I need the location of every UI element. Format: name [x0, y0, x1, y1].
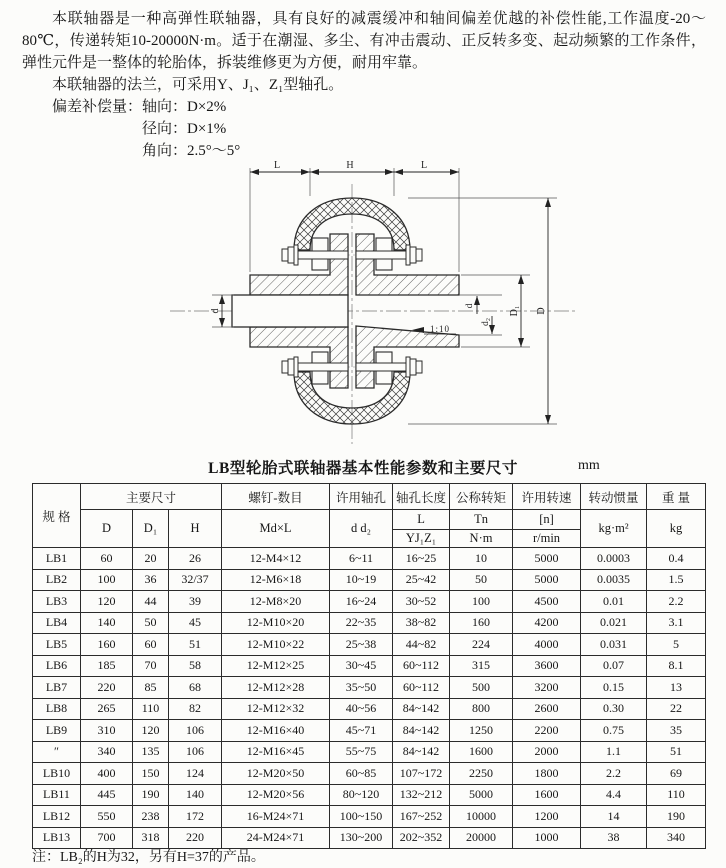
- header-torque-unit: N·m: [450, 530, 513, 548]
- value-cell: 69: [647, 763, 706, 785]
- value-cell: 26: [169, 548, 222, 570]
- value-cell: 1600: [450, 741, 513, 763]
- value-cell: 0.0003: [581, 548, 647, 570]
- compensation-block: [22, 96, 706, 162]
- value-cell: 25~42: [393, 569, 450, 591]
- table-row: [33, 548, 706, 570]
- spec-cell: LB10: [33, 763, 81, 785]
- value-cell: 0.30: [581, 698, 647, 720]
- value-cell: 100: [450, 591, 513, 613]
- dim-label-L-left: L: [273, 160, 281, 171]
- value-cell: 185: [81, 655, 133, 677]
- value-cell: 1600: [513, 784, 581, 806]
- taper-label: 1:10: [429, 324, 451, 334]
- value-cell: 106: [169, 741, 222, 763]
- header-H: H: [169, 510, 222, 548]
- header-spec: 规 格: [33, 484, 81, 548]
- value-cell: 550: [81, 806, 133, 828]
- value-cell: 3600: [513, 655, 581, 677]
- coupling-section-drawing: [0, 158, 726, 452]
- value-cell: 12-M10×20: [222, 612, 330, 634]
- value-cell: 130~200: [330, 827, 393, 849]
- spec-cell: LB11: [33, 784, 81, 806]
- compensation-radial: 径向：D×1%: [142, 121, 227, 137]
- value-cell: 16~24: [330, 591, 393, 613]
- value-cell: 5: [647, 634, 706, 656]
- value-cell: 110: [647, 784, 706, 806]
- table-row: [33, 741, 706, 763]
- value-cell: 60: [133, 634, 169, 656]
- header-bore-len: 轴孔长度: [393, 484, 450, 510]
- coupling-drawing-svg: [0, 158, 726, 452]
- value-cell: 84~142: [393, 741, 450, 763]
- value-cell: 12-M4×12: [222, 548, 330, 570]
- table-row: [33, 655, 706, 677]
- header-torque: 公称转矩: [450, 484, 513, 510]
- table-title-row: [0, 456, 726, 478]
- header-screw: 螺钉-数目: [222, 484, 330, 510]
- dim-label-d-left: d: [210, 308, 221, 314]
- spec-cell: LB2: [33, 569, 81, 591]
- value-cell: 70: [133, 655, 169, 677]
- value-cell: 12-M10×22: [222, 634, 330, 656]
- value-cell: 700: [81, 827, 133, 849]
- dim-label-D: D: [536, 307, 547, 315]
- value-cell: 40~56: [330, 698, 393, 720]
- value-cell: 14: [581, 806, 647, 828]
- value-cell: 55~75: [330, 741, 393, 763]
- value-cell: 44~82: [393, 634, 450, 656]
- header-bore: 许用轴孔: [330, 484, 393, 510]
- value-cell: 140: [81, 612, 133, 634]
- value-cell: 45~71: [330, 720, 393, 742]
- value-cell: 25~38: [330, 634, 393, 656]
- value-cell: 12-M16×45: [222, 741, 330, 763]
- value-cell: 0.0035: [581, 569, 647, 591]
- header-D: D: [81, 510, 133, 548]
- value-cell: 4200: [513, 612, 581, 634]
- value-cell: 2200: [513, 720, 581, 742]
- value-cell: 10: [450, 548, 513, 570]
- value-cell: 35: [647, 720, 706, 742]
- value-cell: 50: [133, 612, 169, 634]
- value-cell: 1200: [513, 806, 581, 828]
- value-cell: 1.5: [647, 569, 706, 591]
- value-cell: 38~82: [393, 612, 450, 634]
- value-cell: 220: [81, 677, 133, 699]
- value-cell: 12-M12×32: [222, 698, 330, 720]
- value-cell: 16~25: [393, 548, 450, 570]
- value-cell: 167~252: [393, 806, 450, 828]
- value-cell: 0.07: [581, 655, 647, 677]
- spec-cell: LB9: [33, 720, 81, 742]
- value-cell: 4.4: [581, 784, 647, 806]
- value-cell: 60~85: [330, 763, 393, 785]
- spec-cell: LB6: [33, 655, 81, 677]
- value-cell: 0.021: [581, 612, 647, 634]
- value-cell: 100~150: [330, 806, 393, 828]
- intro-section: [22, 8, 706, 162]
- spec-table-body: [33, 548, 706, 849]
- value-cell: 0.4: [647, 548, 706, 570]
- spec-cell: ″: [33, 741, 81, 763]
- value-cell: 32/37: [169, 569, 222, 591]
- value-cell: 12-M16×40: [222, 720, 330, 742]
- dim-label-d-right: d: [465, 303, 475, 309]
- value-cell: 4000: [513, 634, 581, 656]
- value-cell: 2.2: [581, 763, 647, 785]
- table-title: LB型轮胎式联轴器基本性能参数和主要尺寸: [208, 460, 518, 477]
- spec-cell: LB4: [33, 612, 81, 634]
- value-cell: 220: [169, 827, 222, 849]
- header-inertia-unit: kg·m²: [581, 510, 647, 548]
- table-unit: mm: [578, 458, 600, 473]
- dim-label-H: H: [346, 160, 354, 171]
- value-cell: 60: [81, 548, 133, 570]
- value-cell: 1.1: [581, 741, 647, 763]
- value-cell: 265: [81, 698, 133, 720]
- value-cell: 0.75: [581, 720, 647, 742]
- value-cell: 16-M24×71: [222, 806, 330, 828]
- value-cell: 160: [450, 612, 513, 634]
- value-cell: 110: [133, 698, 169, 720]
- value-cell: 12-M6×18: [222, 569, 330, 591]
- header-speed-unit: r/min: [513, 530, 581, 548]
- value-cell: 45: [169, 612, 222, 634]
- value-cell: 20000: [450, 827, 513, 849]
- value-cell: 30~45: [330, 655, 393, 677]
- header-torque-sym: Tn: [450, 510, 513, 530]
- value-cell: 106: [169, 720, 222, 742]
- value-cell: 1000: [513, 827, 581, 849]
- value-cell: 0.15: [581, 677, 647, 699]
- value-cell: 135: [133, 741, 169, 763]
- value-cell: 5000: [513, 548, 581, 570]
- header-screw-sub: Md×L: [222, 510, 330, 548]
- value-cell: 500: [450, 677, 513, 699]
- value-cell: 190: [647, 806, 706, 828]
- value-cell: 160: [81, 634, 133, 656]
- header-main-dims: 主要尺寸: [81, 484, 222, 510]
- value-cell: 340: [647, 827, 706, 849]
- header-bore-sub: d d₂: [330, 510, 393, 548]
- table-row: [33, 720, 706, 742]
- value-cell: 132~212: [393, 784, 450, 806]
- value-cell: 24-M24×71: [222, 827, 330, 849]
- table-row: [33, 784, 706, 806]
- value-cell: 13: [647, 677, 706, 699]
- spec-cell: LB13: [33, 827, 81, 849]
- value-cell: 10000: [450, 806, 513, 828]
- spec-cell: LB7: [33, 677, 81, 699]
- value-cell: 400: [81, 763, 133, 785]
- value-cell: 0.031: [581, 634, 647, 656]
- spec-cell: LB5: [33, 634, 81, 656]
- value-cell: 120: [133, 720, 169, 742]
- value-cell: 51: [169, 634, 222, 656]
- value-cell: 2.2: [647, 591, 706, 613]
- value-cell: 80~120: [330, 784, 393, 806]
- value-cell: 318: [133, 827, 169, 849]
- compensation-label: 偏差补偿量：: [52, 99, 143, 115]
- value-cell: 84~142: [393, 720, 450, 742]
- value-cell: 190: [133, 784, 169, 806]
- value-cell: 68: [169, 677, 222, 699]
- dim-label-L-right: L: [420, 160, 428, 171]
- value-cell: 39: [169, 591, 222, 613]
- value-cell: 150: [133, 763, 169, 785]
- value-cell: 22: [647, 698, 706, 720]
- value-cell: 1800: [513, 763, 581, 785]
- value-cell: 12-M8×20: [222, 591, 330, 613]
- header-weight: 重 量: [647, 484, 706, 510]
- header-inertia: 转动惯量: [581, 484, 647, 510]
- value-cell: 85: [133, 677, 169, 699]
- value-cell: 8.1: [647, 655, 706, 677]
- value-cell: 120: [81, 591, 133, 613]
- table-row: [33, 634, 706, 656]
- value-cell: 6~11: [330, 548, 393, 570]
- value-cell: 60~112: [393, 677, 450, 699]
- spec-table: [32, 483, 706, 849]
- value-cell: 22~35: [330, 612, 393, 634]
- value-cell: 10~19: [330, 569, 393, 591]
- value-cell: 12-M12×25: [222, 655, 330, 677]
- value-cell: 3.1: [647, 612, 706, 634]
- table-row: [33, 677, 706, 699]
- value-cell: 2000: [513, 741, 581, 763]
- value-cell: 1250: [450, 720, 513, 742]
- value-cell: 51: [647, 741, 706, 763]
- intro-paragraph-1: 本联轴器是一种高弹性联轴器，具有良好的减震缓冲和轴间偏差优越的补偿性能,工作温度-20～80℃，传递转矩10-20000N·m。适于在潮湿、多尘、有冲击震动、正反转多变、起动频繁的工作条件，弹性元件是一整体的轮胎体，拆装维修更为方便，耐用牢靠。: [22, 11, 706, 71]
- table-row: [33, 806, 706, 828]
- value-cell: 36: [133, 569, 169, 591]
- table-row: [33, 612, 706, 634]
- footnote: 注：LB₂的H为32，另有H=37的产品。: [32, 850, 265, 865]
- table-row: [33, 698, 706, 720]
- value-cell: 82: [169, 698, 222, 720]
- left-shaft: [232, 295, 348, 327]
- compensation-angular: 角向：2.5°～5°: [142, 143, 241, 159]
- value-cell: 12-M20×56: [222, 784, 330, 806]
- spec-cell: LB12: [33, 806, 81, 828]
- header-speed: 许用转速: [513, 484, 581, 510]
- value-cell: 224: [450, 634, 513, 656]
- header-bore-len-L: L: [393, 510, 450, 530]
- table-row: [33, 591, 706, 613]
- value-cell: 12-M20×50: [222, 763, 330, 785]
- value-cell: 30~52: [393, 591, 450, 613]
- value-cell: 3200: [513, 677, 581, 699]
- value-cell: 202~352: [393, 827, 450, 849]
- value-cell: 12-M12×28: [222, 677, 330, 699]
- value-cell: 107~172: [393, 763, 450, 785]
- value-cell: 5000: [450, 784, 513, 806]
- value-cell: 2600: [513, 698, 581, 720]
- header-speed-sym: [n]: [513, 510, 581, 530]
- value-cell: 50: [450, 569, 513, 591]
- value-cell: 0.01: [581, 591, 647, 613]
- value-cell: 140: [169, 784, 222, 806]
- value-cell: 58: [169, 655, 222, 677]
- spec-cell: LB8: [33, 698, 81, 720]
- header-D1: D₁: [133, 510, 169, 548]
- value-cell: 238: [133, 806, 169, 828]
- table-row: [33, 569, 706, 591]
- spec-cell: LB1: [33, 548, 81, 570]
- value-cell: 44: [133, 591, 169, 613]
- value-cell: 100: [81, 569, 133, 591]
- intro-paragraph-2: 本联轴器的法兰，可采用Y、J₁、Z₁型轴孔。: [52, 77, 344, 93]
- value-cell: 310: [81, 720, 133, 742]
- value-cell: 340: [81, 741, 133, 763]
- value-cell: 5000: [513, 569, 581, 591]
- header-weight-unit: kg: [647, 510, 706, 548]
- spec-cell: LB3: [33, 591, 81, 613]
- value-cell: 20: [133, 548, 169, 570]
- header-bore-len-sub: YJ₁Z₁: [393, 530, 450, 548]
- value-cell: 38: [581, 827, 647, 849]
- value-cell: 445: [81, 784, 133, 806]
- value-cell: 315: [450, 655, 513, 677]
- value-cell: 35~50: [330, 677, 393, 699]
- value-cell: 124: [169, 763, 222, 785]
- value-cell: 800: [450, 698, 513, 720]
- dim-label-d2: d₂: [481, 317, 491, 327]
- table-row: [33, 763, 706, 785]
- value-cell: 84~142: [393, 698, 450, 720]
- value-cell: 4500: [513, 591, 581, 613]
- compensation-axial: 轴向：D×2%: [142, 99, 227, 115]
- value-cell: 172: [169, 806, 222, 828]
- value-cell: 2250: [450, 763, 513, 785]
- dim-label-D1: D₁: [509, 305, 520, 317]
- value-cell: 60~112: [393, 655, 450, 677]
